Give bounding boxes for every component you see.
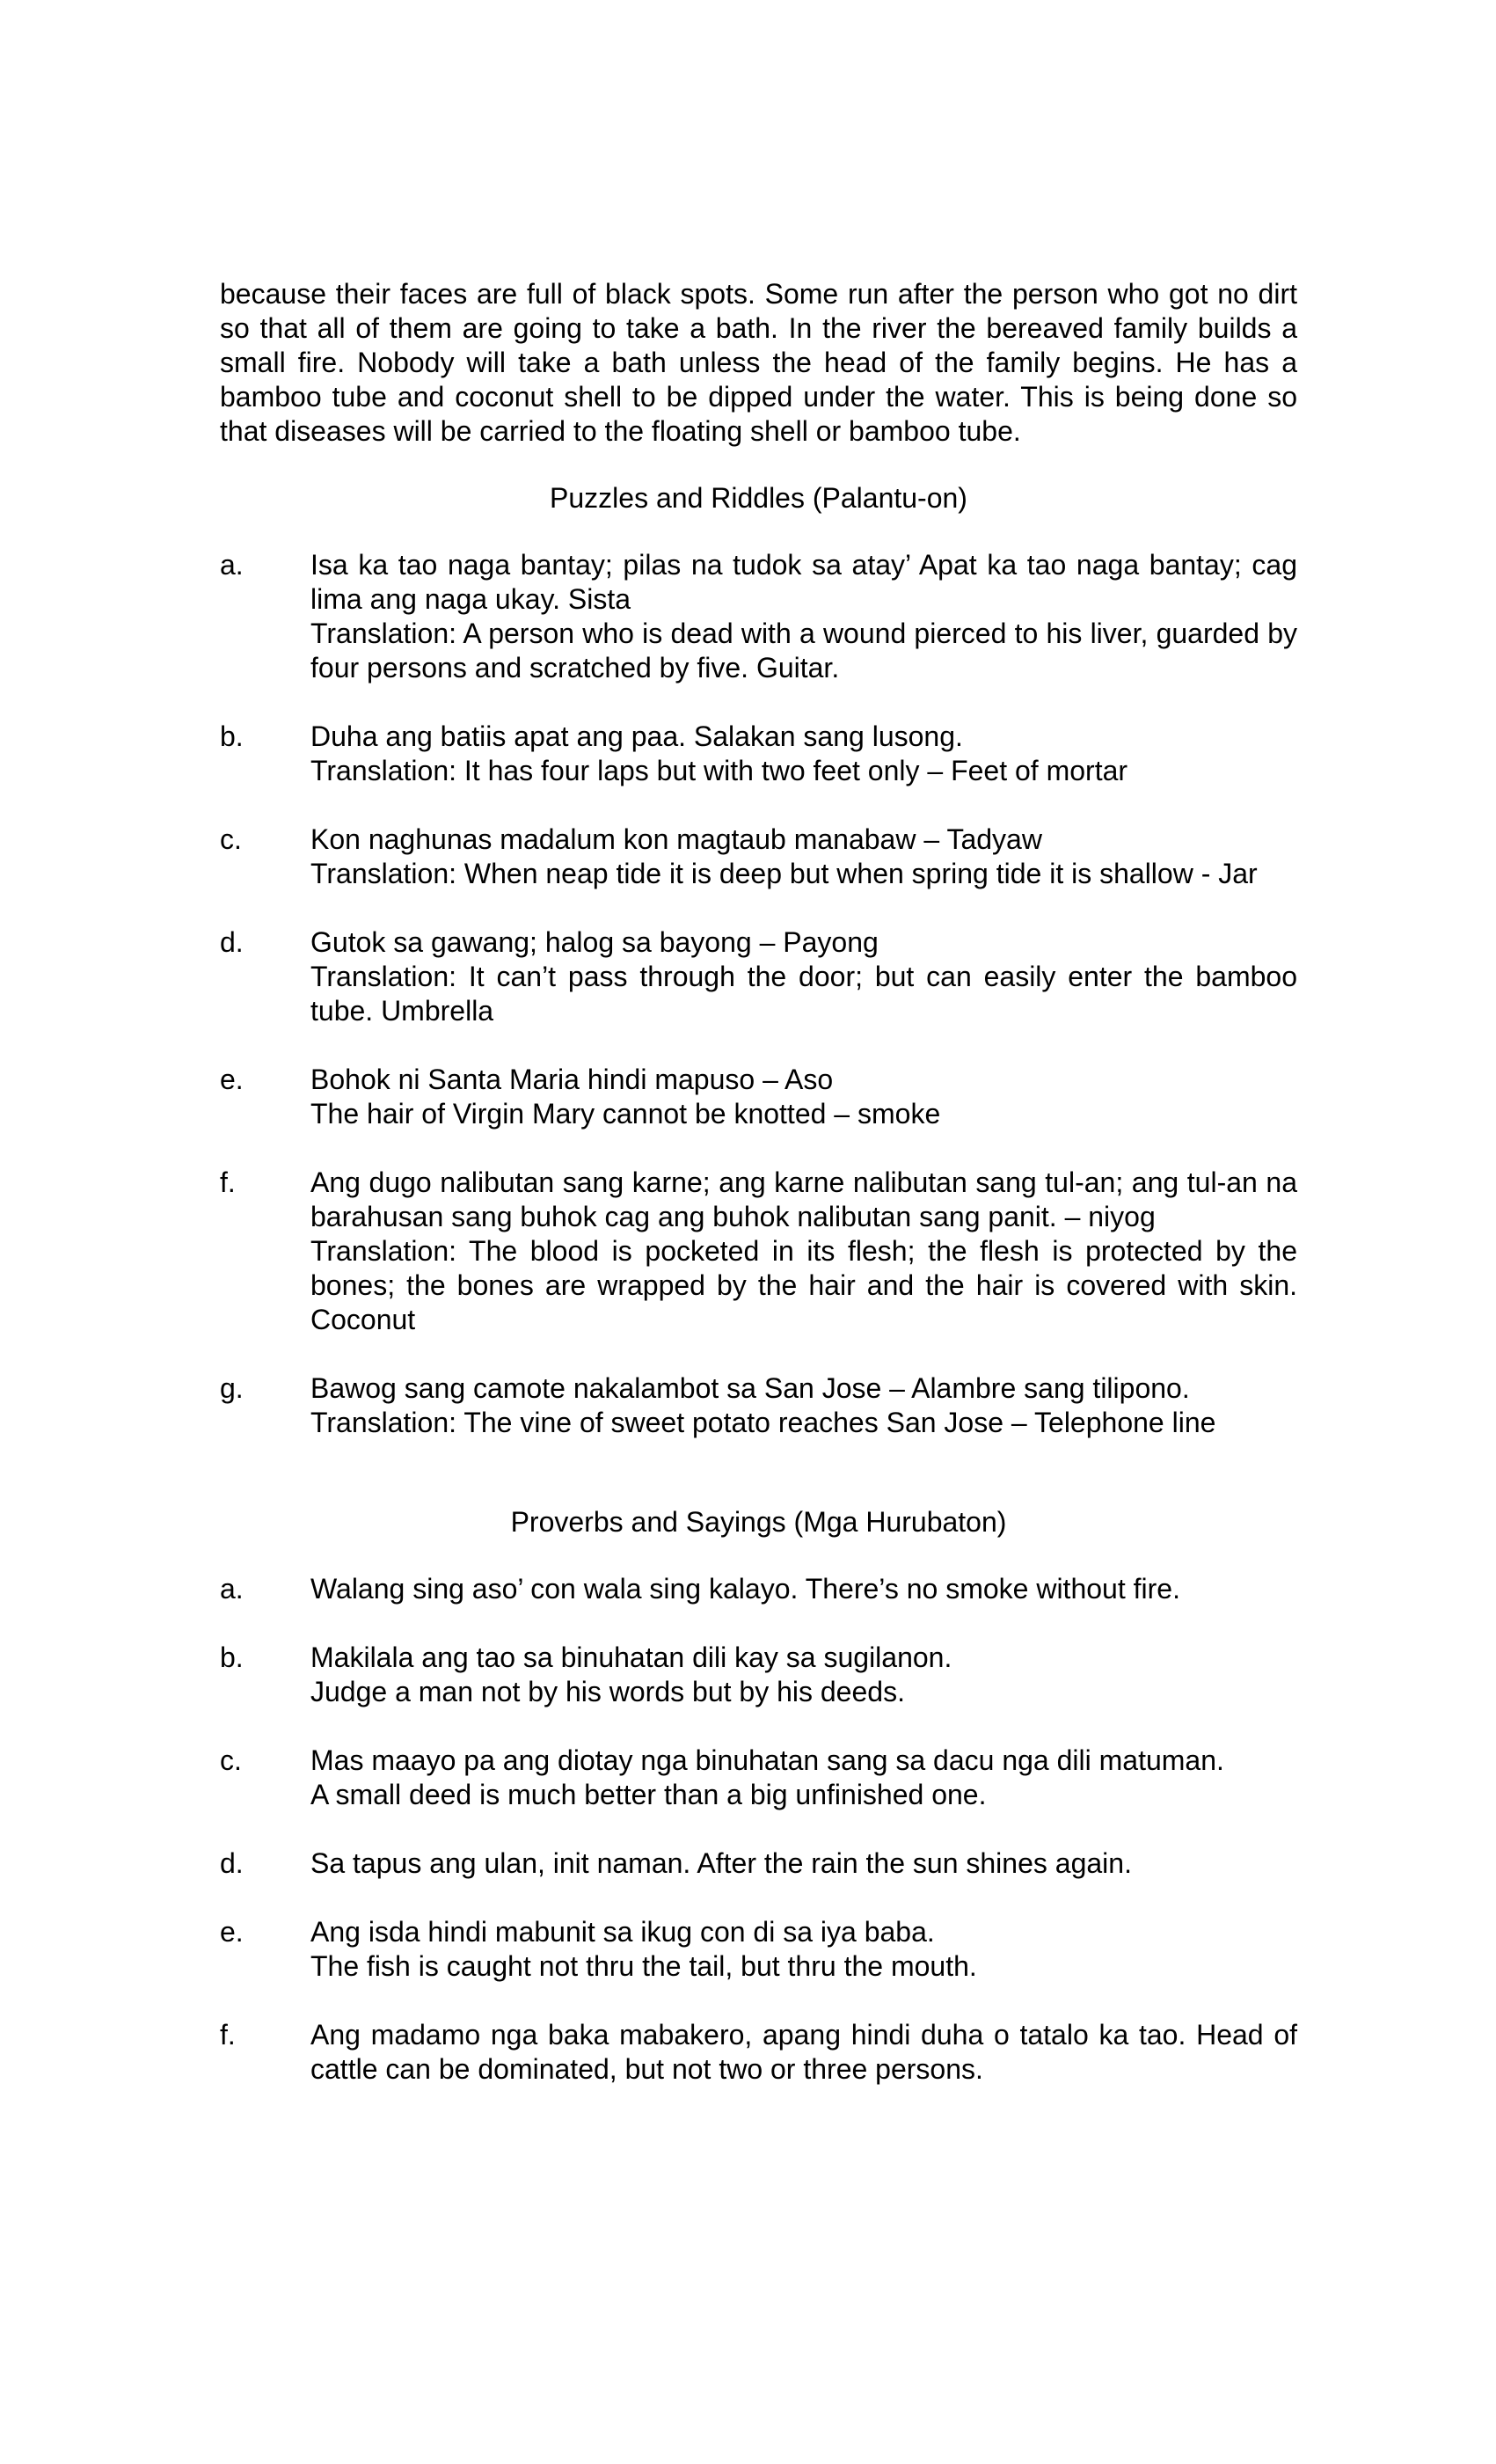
item-label: f. [220,1166,236,1198]
riddles-heading: Puzzles and Riddles (Palantu-on) [550,482,967,514]
list-item [220,1166,1297,1337]
item-label: d. [220,926,244,958]
proverbs-list [220,1572,1297,2087]
item-translation: Translation: The vine of sweet potato reaches San Jose – Telephone line [310,1407,1216,1438]
riddles-list [220,548,1297,1440]
list-item [220,1915,1297,1984]
list-item [220,548,1297,685]
item-translation: Judge a man not by his words but by his deeds. [310,1676,905,1707]
item-text: Mas maayo pa ang diotay nga binuhatan sang sa dacu nga dili matuman. [310,1744,1224,1776]
list-item [220,1641,1297,1709]
list-item [220,1846,1297,1881]
item-translation: Translation: A person who is dead with a wound pierced to his liver, guarded by four persons and scratched by five. Guitar. [310,618,1297,684]
item-text: Ang dugo nalibutan sang karne; ang karne nalibutan sang tul-an; ang tul-an na barahusan sang buhok cag ang buhok nalibutan sang panit. – niyog [310,1166,1297,1232]
list-item [220,1744,1297,1812]
item-translation: The hair of Virgin Mary cannot be knotted – smoke [310,1098,941,1130]
item-label: a. [220,549,244,581]
item-text: Kon naghunas madalum kon magtaub manabaw – Tadyaw [310,823,1042,855]
item-label: f. [220,2019,236,2051]
item-label: b. [220,720,244,752]
item-label: g. [220,1372,244,1404]
item-translation: Translation: It has four laps but with two feet only – Feet of mortar [310,755,1128,786]
item-translation: A small deed is much better than a big unfinished one. [310,1779,987,1810]
item-text: Bawog sang camote nakalambot sa San Jose – Alambre sang tilipono. [310,1372,1190,1404]
item-label: b. [220,1641,244,1673]
item-text: Ang madamo nga baka mabakero, apang hindi duha o tatalo ka tao. Head of cattle can be dominated, but not two or three persons. [310,2019,1297,2085]
item-label: e. [220,1064,244,1095]
list-item [220,1371,1297,1440]
item-text: Isa ka tao naga bantay; pilas na tudok sa atay’ Apat ka tao naga bantay; cag lima ang naga ukay. Sista [310,549,1297,615]
item-label: e. [220,1916,244,1948]
item-translation: Translation: It can’t pass through the door; but can easily enter the bamboo tube. Umbrella [310,961,1297,1027]
item-translation: Translation: The blood is pocketed in its flesh; the flesh is protected by the bones; the bones are wrapped by the hair and the hair is covered with skin. Coconut [310,1235,1297,1335]
item-text: Ang isda hindi mabunit sa ikug con di sa iya baba. [310,1916,935,1948]
item-text: Sa tapus ang ulan, init naman. After the rain the sun shines again. [310,1847,1132,1879]
item-translation: Translation: When neap tide it is deep but when spring tide it is shallow - Jar [310,858,1258,889]
intro-paragraph: because their faces are full of black spots. Some run after the person who got no dirt so that all of them are going to take a bath. In the river the bereaved family builds a small fire. Nobody will take a bath unless the head of the family begins. He has a bamboo tube and coconut shell to be dipped under the water. This is being done so that diseases will be carried to the floating shell or bamboo tube. [220,278,1297,447]
item-translation: The fish is caught not thru the tail, but thru the mouth. [310,1950,977,1982]
document-page [220,277,1297,2121]
item-label: c. [220,823,242,855]
list-item [220,1063,1297,1131]
item-text: Makilala ang tao sa binuhatan dili kay sa sugilanon. [310,1641,952,1673]
item-label: d. [220,1847,244,1879]
list-item [220,925,1297,1028]
item-label: a. [220,1573,244,1605]
item-text: Duha ang batiis apat ang paa. Salakan sang lusong. [310,720,963,752]
item-text: Walang sing aso’ con wala sing kalayo. There’s no smoke without fire. [310,1573,1180,1605]
list-item [220,720,1297,788]
item-label: c. [220,1744,242,1776]
list-item [220,2018,1297,2087]
item-text: Gutok sa gawang; halog sa bayong – Payong [310,926,879,958]
list-item [220,1572,1297,1606]
item-text: Bohok ni Santa Maria hindi mapuso – Aso [310,1064,834,1095]
list-item [220,823,1297,891]
proverbs-heading: Proverbs and Sayings (Mga Hurubaton) [510,1506,1007,1538]
